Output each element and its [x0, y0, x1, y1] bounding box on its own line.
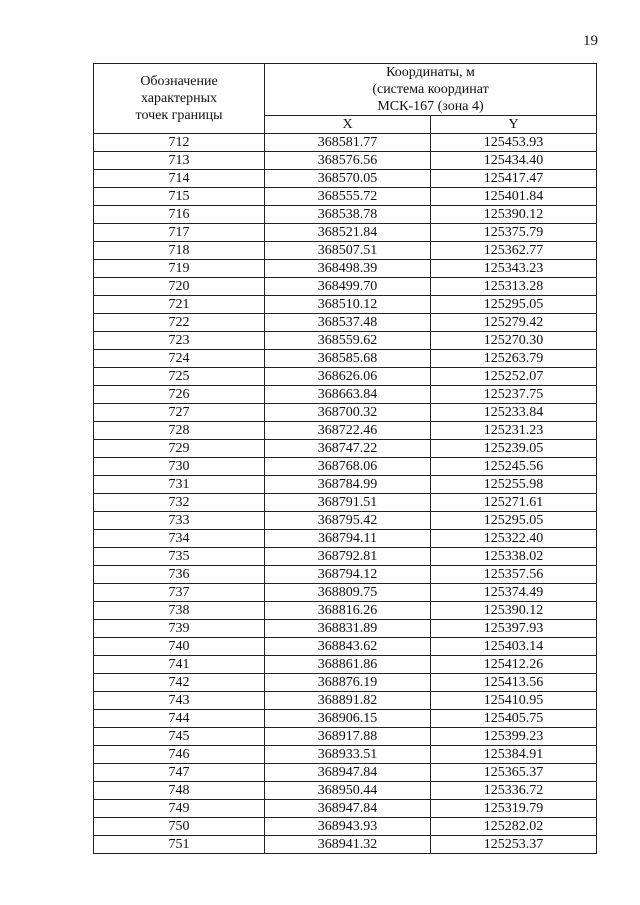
table-row — [94, 188, 597, 206]
table-row — [94, 314, 597, 332]
table-row — [94, 350, 597, 368]
x-column-header: X — [265, 116, 431, 134]
point-cell: 740 — [94, 638, 265, 656]
point-header-line-2: характерных — [140, 91, 218, 106]
x-coordinate-cell: 368791.51 — [265, 494, 431, 512]
table-row — [94, 242, 597, 260]
point-cell: 723 — [94, 332, 265, 350]
table-row — [94, 602, 597, 620]
x-coordinate-cell: 368917.88 — [265, 728, 431, 746]
y-coordinate-cell: 125319.79 — [431, 800, 597, 818]
point-cell: 737 — [94, 584, 265, 602]
table-row — [94, 656, 597, 674]
table-row — [94, 782, 597, 800]
point-cell: 750 — [94, 818, 265, 836]
point-header-line-1: Обозначение — [140, 74, 218, 89]
x-coordinate-cell: 368943.93 — [265, 818, 431, 836]
point-cell: 717 — [94, 224, 265, 242]
point-cell: 735 — [94, 548, 265, 566]
x-coordinate-cell: 368795.42 — [265, 512, 431, 530]
point-cell: 720 — [94, 278, 265, 296]
x-coordinate-cell: 368559.62 — [265, 332, 431, 350]
y-coordinate-cell: 125322.40 — [431, 530, 597, 548]
y-coordinate-cell: 125295.05 — [431, 296, 597, 314]
y-column-header: Y — [431, 116, 597, 134]
point-cell: 714 — [94, 170, 265, 188]
table-row — [94, 548, 597, 566]
x-coordinate-cell: 368663.84 — [265, 386, 431, 404]
x-coordinate-cell: 368950.44 — [265, 782, 431, 800]
point-cell: 724 — [94, 350, 265, 368]
y-coordinate-cell: 125405.75 — [431, 710, 597, 728]
table-row — [94, 764, 597, 782]
y-coordinate-cell: 125237.75 — [431, 386, 597, 404]
y-coordinate-cell: 125338.02 — [431, 548, 597, 566]
table-row — [94, 638, 597, 656]
point-cell: 729 — [94, 440, 265, 458]
x-coordinate-cell: 368538.78 — [265, 206, 431, 224]
table-row — [94, 728, 597, 746]
y-coordinate-cell: 125252.07 — [431, 368, 597, 386]
x-coordinate-cell: 368784.99 — [265, 476, 431, 494]
x-coordinate-cell: 368947.84 — [265, 800, 431, 818]
table-header — [94, 64, 597, 134]
y-coordinate-cell: 125295.05 — [431, 512, 597, 530]
y-coordinate-cell: 125401.84 — [431, 188, 597, 206]
table-row — [94, 458, 597, 476]
point-cell: 718 — [94, 242, 265, 260]
point-cell: 745 — [94, 728, 265, 746]
coordinates-table — [93, 63, 597, 854]
table-row — [94, 152, 597, 170]
point-header-line-3: точек границы — [135, 108, 223, 123]
x-coordinate-cell: 368747.22 — [265, 440, 431, 458]
y-coordinate-cell: 125399.23 — [431, 728, 597, 746]
x-coordinate-cell: 368933.51 — [265, 746, 431, 764]
x-coordinate-cell: 368498.39 — [265, 260, 431, 278]
y-coordinate-cell: 125453.93 — [431, 134, 597, 152]
coords-header-line-2: (система координат — [372, 82, 489, 97]
x-coordinate-cell: 368794.12 — [265, 566, 431, 584]
y-coordinate-cell: 125313.28 — [431, 278, 597, 296]
x-coordinate-cell: 368876.19 — [265, 674, 431, 692]
header-row-top — [94, 64, 597, 116]
point-cell: 743 — [94, 692, 265, 710]
point-cell: 741 — [94, 656, 265, 674]
y-coordinate-cell: 125239.05 — [431, 440, 597, 458]
point-cell: 736 — [94, 566, 265, 584]
x-coordinate-cell: 368794.11 — [265, 530, 431, 548]
table-row — [94, 206, 597, 224]
y-coordinate-cell: 125279.42 — [431, 314, 597, 332]
y-coordinate-cell: 125384.91 — [431, 746, 597, 764]
y-coordinate-cell: 125270.30 — [431, 332, 597, 350]
x-coordinate-cell: 368768.06 — [265, 458, 431, 476]
point-cell: 749 — [94, 800, 265, 818]
table-row — [94, 476, 597, 494]
point-cell: 726 — [94, 386, 265, 404]
table-row — [94, 674, 597, 692]
y-coordinate-cell: 125362.77 — [431, 242, 597, 260]
y-coordinate-cell: 125255.98 — [431, 476, 597, 494]
y-coordinate-cell: 125233.84 — [431, 404, 597, 422]
y-coordinate-cell: 125336.72 — [431, 782, 597, 800]
x-coordinate-cell: 368537.48 — [265, 314, 431, 332]
point-cell: 734 — [94, 530, 265, 548]
table-row — [94, 620, 597, 638]
y-coordinate-cell: 125410.95 — [431, 692, 597, 710]
y-coordinate-cell: 125263.79 — [431, 350, 597, 368]
x-coordinate-cell: 368809.75 — [265, 584, 431, 602]
point-cell: 747 — [94, 764, 265, 782]
point-cell: 712 — [94, 134, 265, 152]
page-number: 19 — [583, 33, 598, 49]
y-coordinate-cell: 125245.56 — [431, 458, 597, 476]
point-cell: 738 — [94, 602, 265, 620]
table-row — [94, 530, 597, 548]
x-coordinate-cell: 368831.89 — [265, 620, 431, 638]
y-coordinate-cell: 125343.23 — [431, 260, 597, 278]
y-coordinate-cell: 125365.37 — [431, 764, 597, 782]
point-cell: 727 — [94, 404, 265, 422]
table-row — [94, 512, 597, 530]
y-coordinate-cell: 125282.02 — [431, 818, 597, 836]
table-row — [94, 386, 597, 404]
point-cell: 713 — [94, 152, 265, 170]
x-coordinate-cell: 368906.15 — [265, 710, 431, 728]
table-row — [94, 422, 597, 440]
x-coordinate-cell: 368581.77 — [265, 134, 431, 152]
x-coordinate-cell: 368507.51 — [265, 242, 431, 260]
x-coordinate-cell: 368700.32 — [265, 404, 431, 422]
y-coordinate-cell: 125390.12 — [431, 602, 597, 620]
y-coordinate-cell: 125375.79 — [431, 224, 597, 242]
table-row — [94, 692, 597, 710]
point-cell: 732 — [94, 494, 265, 512]
table-row — [94, 800, 597, 818]
point-cell: 715 — [94, 188, 265, 206]
point-cell: 744 — [94, 710, 265, 728]
table-row — [94, 170, 597, 188]
table-body — [94, 134, 597, 854]
table-row — [94, 260, 597, 278]
y-coordinate-cell: 125413.56 — [431, 674, 597, 692]
point-cell: 748 — [94, 782, 265, 800]
x-coordinate-cell: 368722.46 — [265, 422, 431, 440]
y-coordinate-cell: 125412.26 — [431, 656, 597, 674]
y-coordinate-cell: 125397.93 — [431, 620, 597, 638]
x-coordinate-cell: 368941.32 — [265, 836, 431, 854]
x-coordinate-cell: 368555.72 — [265, 188, 431, 206]
x-coordinate-cell: 368570.05 — [265, 170, 431, 188]
table-row — [94, 818, 597, 836]
y-coordinate-cell: 125253.37 — [431, 836, 597, 854]
coords-header-line-1: Координаты, м — [386, 65, 475, 80]
x-coordinate-cell: 368499.70 — [265, 278, 431, 296]
y-coordinate-cell: 125374.49 — [431, 584, 597, 602]
x-coordinate-cell: 368861.86 — [265, 656, 431, 674]
point-cell: 725 — [94, 368, 265, 386]
table-row — [94, 710, 597, 728]
table-row — [94, 494, 597, 512]
x-coordinate-cell: 368521.84 — [265, 224, 431, 242]
point-cell: 730 — [94, 458, 265, 476]
point-cell: 733 — [94, 512, 265, 530]
y-coordinate-cell: 125231.23 — [431, 422, 597, 440]
table-row — [94, 368, 597, 386]
point-cell: 721 — [94, 296, 265, 314]
point-cell: 746 — [94, 746, 265, 764]
x-coordinate-cell: 368576.56 — [265, 152, 431, 170]
table-row — [94, 836, 597, 854]
x-coordinate-cell: 368792.81 — [265, 548, 431, 566]
y-coordinate-cell: 125390.12 — [431, 206, 597, 224]
y-coordinate-cell: 125271.61 — [431, 494, 597, 512]
point-cell: 722 — [94, 314, 265, 332]
point-cell: 728 — [94, 422, 265, 440]
x-coordinate-cell: 368816.26 — [265, 602, 431, 620]
table-row — [94, 224, 597, 242]
coordinates-header — [265, 64, 597, 116]
point-designation-header — [94, 64, 265, 134]
y-coordinate-cell: 125357.56 — [431, 566, 597, 584]
table-row — [94, 566, 597, 584]
y-coordinate-cell: 125434.40 — [431, 152, 597, 170]
x-coordinate-cell: 368843.62 — [265, 638, 431, 656]
table-row — [94, 404, 597, 422]
table-row — [94, 440, 597, 458]
table-row — [94, 584, 597, 602]
point-cell: 742 — [94, 674, 265, 692]
table-row — [94, 278, 597, 296]
y-coordinate-cell: 125403.14 — [431, 638, 597, 656]
point-cell: 751 — [94, 836, 265, 854]
x-coordinate-cell: 368510.12 — [265, 296, 431, 314]
table-row — [94, 332, 597, 350]
x-coordinate-cell: 368585.68 — [265, 350, 431, 368]
point-cell: 731 — [94, 476, 265, 494]
point-cell: 719 — [94, 260, 265, 278]
table-row — [94, 296, 597, 314]
point-cell: 739 — [94, 620, 265, 638]
table-row — [94, 746, 597, 764]
x-coordinate-cell: 368891.82 — [265, 692, 431, 710]
table-row — [94, 134, 597, 152]
x-coordinate-cell: 368947.84 — [265, 764, 431, 782]
y-coordinate-cell: 125417.47 — [431, 170, 597, 188]
coords-header-line-3: МСК-167 (зона 4) — [377, 99, 484, 114]
point-cell: 716 — [94, 206, 265, 224]
x-coordinate-cell: 368626.06 — [265, 368, 431, 386]
